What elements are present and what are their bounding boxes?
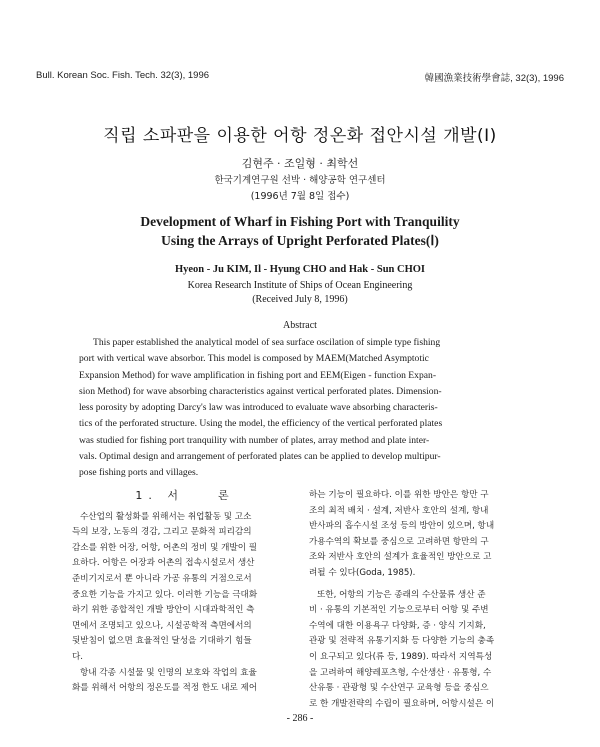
body-line: 조와 저반사 호안의 설계가 효율적인 방안으로 고 xyxy=(309,552,492,563)
english-title xyxy=(0,212,600,250)
right-column xyxy=(309,488,539,712)
abstract-line: vals. Optimal design and arrangement of perforated plates can be applied to develop multipur- xyxy=(79,451,441,463)
abstract-line: This paper established the analytical model of sea surface oscilation of simple type fishing xyxy=(93,337,441,348)
page-number: - 286 - xyxy=(286,713,314,724)
running-head xyxy=(36,70,564,84)
body-line: 가용수역의 확보를 중심으로 고려하면 항만의 구 xyxy=(309,536,489,547)
abstract-line: was studied for fishing port tranquility with number of plates, array method and plate inter- xyxy=(79,434,430,446)
body-line: 관광 및 전략적 유통기지화 등 다양한 기능의 충족 xyxy=(309,636,495,647)
body-line: 뒷받침이 없으면 효율적인 달성을 기대하기 힘들 xyxy=(72,636,252,647)
english-received-date: (Received July 8, 1996) xyxy=(252,294,348,305)
body-line: 감소를 위한 어장, 어항, 어촌의 정비 및 개발이 필 xyxy=(72,542,258,553)
abstract-line: less porosity by adopting Darcy's law was introduced to evaluate wave absorbing characteris- xyxy=(79,402,438,414)
body-line: 로 한 개발전략의 수립이 필요하며, 어항시설은 이 xyxy=(309,698,495,709)
korean-authors: 김현주 · 조일형 · 최학선 xyxy=(241,157,359,170)
english-title-line-2: Using the Arrays of Upright Perforated Plates(Ⅰ) xyxy=(161,233,439,248)
body-line: 또한, 어항의 기능은 종래의 수산물류 생산 준 xyxy=(317,589,486,600)
body-line: 항내 각종 시설물 및 인명의 보호와 작업의 효율 xyxy=(80,667,257,678)
abstract-line: Expansion Method) for wave amplification in fishing port and EEM(Eigen - function Expan- xyxy=(79,369,437,381)
body-line: 반사파의 흡수시설 조성 등의 방안이 있으며, 항내 xyxy=(309,521,495,532)
english-authors: Hyeon - Ju KIM, Il - Hyung CHO and Hak - Sun CHOI xyxy=(174,264,425,275)
body-line: 이 요구되고 있다(류 등, 1989). 따라서 지역특성 xyxy=(309,651,493,662)
running-head-left: Bull. Korean Soc. Fish. Tech. 32(3), 1996 xyxy=(36,70,210,81)
body-line: 화를 위해서 어항의 정온도를 적정 한도 내로 제어 xyxy=(72,683,258,694)
body-line: 중요한 기능을 가지고 있다. 이러한 기능을 극대화 xyxy=(72,589,258,600)
english-institution: Korea Research Institute of Ships of Ocean Engineering xyxy=(187,280,413,291)
body-line: 수산업의 활성화를 위해서는 취업활동 및 고소 xyxy=(80,511,252,522)
body-line: 조의 최적 배치 · 설계, 저반사 호안의 설계, 항내 xyxy=(309,505,489,516)
body-line: 비 · 유통의 기본적인 기능으로부터 어항 및 주변 xyxy=(309,605,489,616)
body-line: 수역에 대한 이용욕구 다양화, 증 · 양식 기지화, xyxy=(309,620,486,631)
english-title-line-1: Development of Wharf in Fishing Port with Tranquility xyxy=(140,214,460,229)
abstract-heading: Abstract xyxy=(283,320,317,331)
body-line: 준비기지로서 뿐 아니라 가공 유통의 거점으로서 xyxy=(72,573,252,584)
abstract-line: tics of the perforated structure. Using the model, the efficiency of the vertical perforated plates xyxy=(79,418,443,430)
left-column xyxy=(72,488,298,697)
body-line: 득의 보장, 노동의 경감, 그리고 문화적 피리감의 xyxy=(72,527,252,538)
body-line: 요하다. 어항은 어장과 어촌의 접속시설로서 생산 xyxy=(72,558,255,569)
korean-title: 직립 소파판을 이용한 어항 정온화 접안시설 개발(Ⅰ) xyxy=(103,126,497,146)
body-line: 하는 기능이 필요하다. 이를 위한 방안은 항만 구 xyxy=(309,490,489,500)
abstract-body xyxy=(79,335,525,482)
body-line: 을 고려하여 해양레포츠형, 수산생산 · 유통형, 수 xyxy=(309,667,492,678)
body-line: 려될 수 있다(Goda, 1985). xyxy=(309,567,416,578)
abstract-line: port with vertical wave absorbor. This model is composed by MAEM(Matched Asymptotic xyxy=(79,353,429,365)
running-head-right: 韓國漁業技術學會誌, 32(3), 1996 xyxy=(424,73,564,84)
abstract-line: sion Method) for wave absorbing characteristics against vertical perforated plates. Dimension- xyxy=(79,385,442,397)
body-line: 산유통 · 관광형 및 수산연구 교육형 등을 중심으 xyxy=(309,683,489,694)
korean-institution: 한국기계연구원 선박 · 해양공학 연구센터 xyxy=(214,175,386,186)
body-line: 다. xyxy=(72,651,84,662)
abstract-line: pose fishing ports and villages. xyxy=(79,467,199,479)
section-heading-introduction: 1. 서 론 xyxy=(135,489,235,502)
body-line: 면에서 조명되고 있으나, 시설공학적 측면에서의 xyxy=(72,620,252,631)
body-line: 하기 위한 종합적인 개발 방안이 시대과학적인 측 xyxy=(72,605,255,616)
korean-received-date: (1996년 7월 8일 접수) xyxy=(250,191,350,202)
